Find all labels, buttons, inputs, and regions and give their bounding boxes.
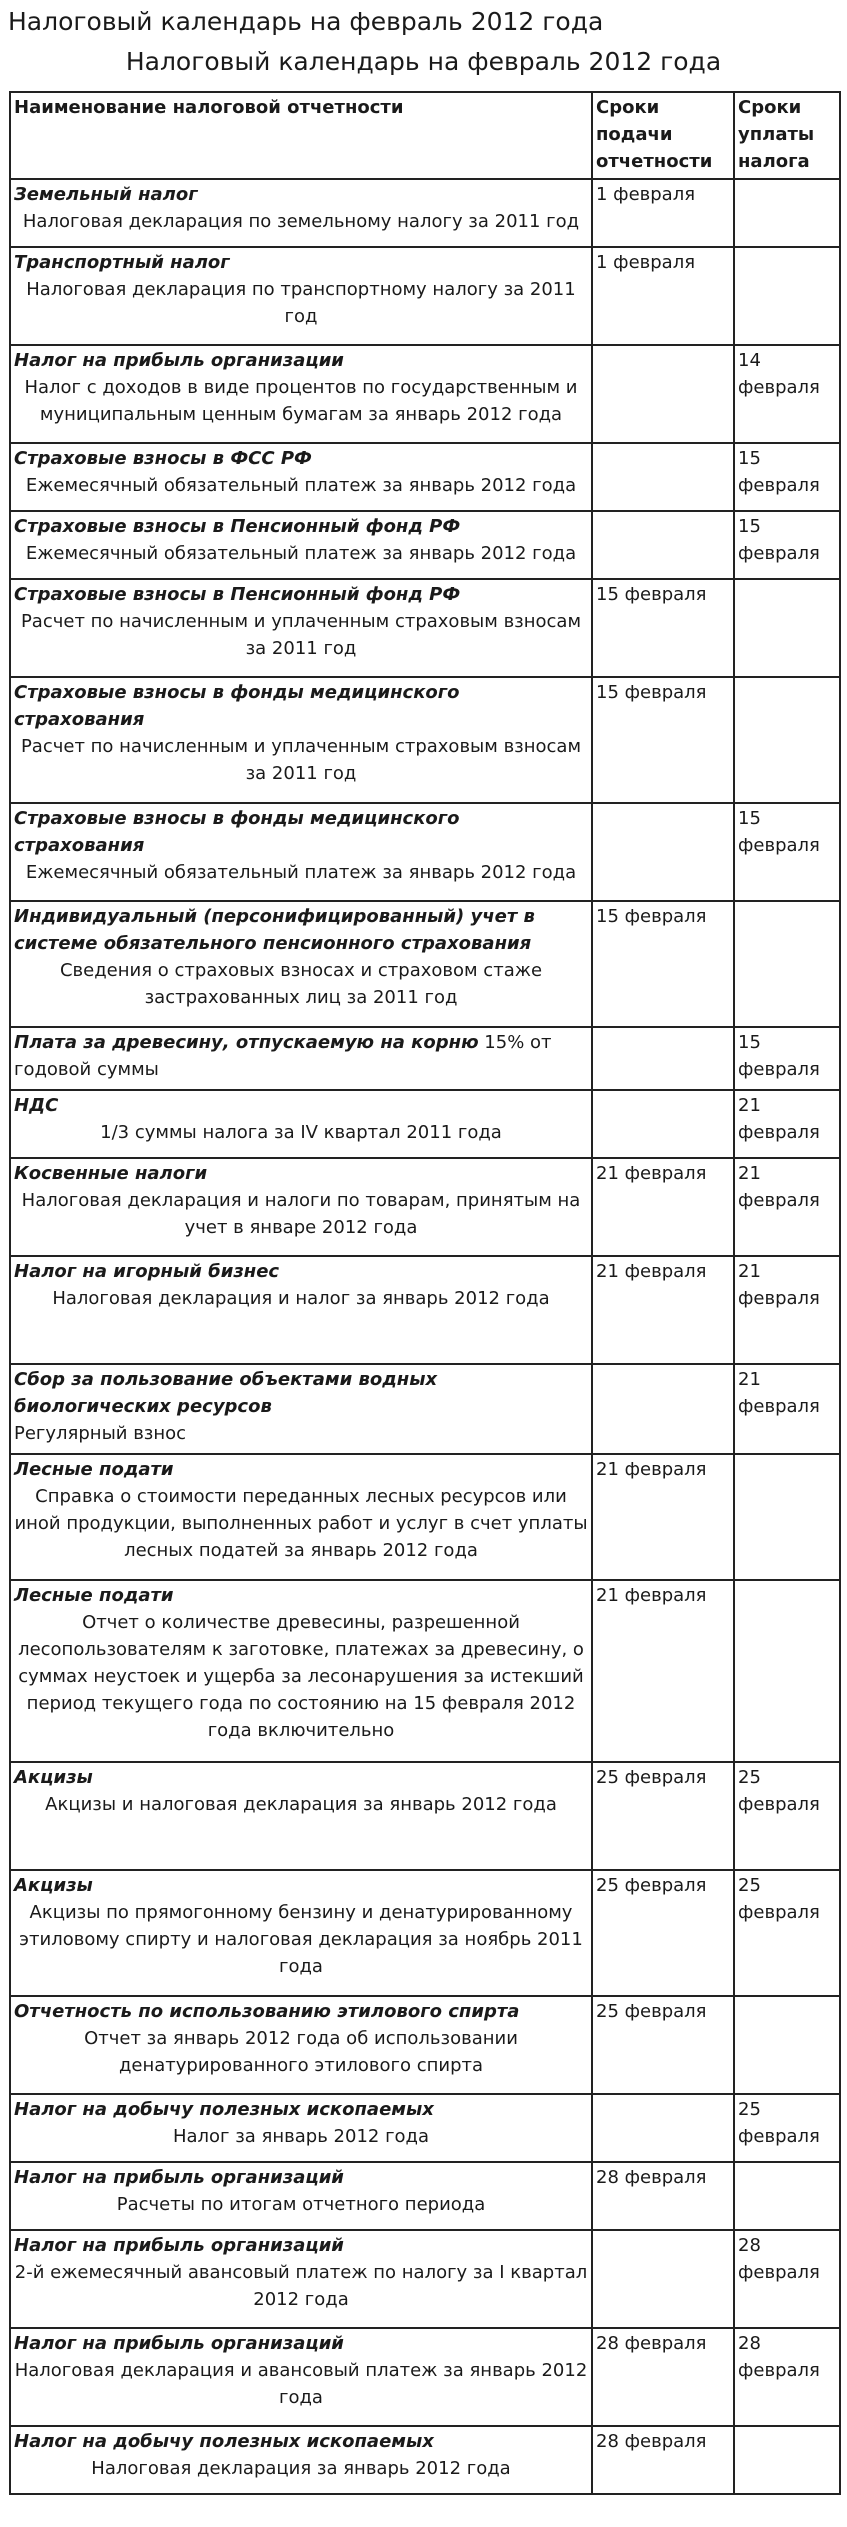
tax-item-cell: [10, 2328, 592, 2426]
tax-description: Налог за январь 2012 года: [172, 2126, 430, 2147]
payment-deadline: 14 февраля: [734, 345, 840, 443]
tax-name: Акцизы: [14, 1767, 93, 1788]
tax-description: Акцизы и налоговая декларация за январь 2012 года: [45, 1794, 557, 1815]
tax-name: Косвенные налоги: [14, 1163, 208, 1184]
table-row: [10, 1158, 840, 1256]
tax-name: Налог на добычу полезных ископаемых: [14, 2431, 434, 2452]
tax-name: Лесные подати: [14, 1585, 174, 1606]
submission-deadline: [592, 2230, 734, 2328]
tax-item-cell: [10, 901, 592, 1027]
payment-deadline: 28 февраля: [734, 2328, 840, 2426]
payment-deadline: 15 февраля: [734, 1027, 840, 1090]
payment-deadline: 15 февраля: [734, 803, 840, 901]
tax-item-cell: [10, 2426, 592, 2494]
payment-deadline: [734, 1454, 840, 1580]
tax-description: Налоговая декларация по транспортному налогу за 2011 год: [26, 279, 576, 327]
tax-name: Налог на добычу полезных ископаемых: [14, 2099, 434, 2120]
tax-item-cell: [10, 803, 592, 901]
submission-deadline: [592, 1364, 734, 1454]
payment-deadline: 25 февраля: [734, 1870, 840, 1996]
table-row: [10, 2328, 840, 2426]
table-row: [10, 579, 840, 677]
submission-deadline: [592, 803, 734, 901]
submission-deadline: 28 февраля: [592, 2328, 734, 2426]
tax-description: 1/3 суммы налога за IV квартал 2011 года: [100, 1122, 502, 1143]
payment-deadline: 15 февраля: [734, 511, 840, 579]
tax-name: Отчетность по использованию этилового спирта: [14, 2001, 520, 2022]
table-row: [10, 247, 840, 345]
tax-description: Справка о стоимости переданных лесных ресурсов или иной продукции, выполненных работ и услуг в счет уплаты лесных податей за январь 2012 года: [14, 1486, 588, 1561]
submission-deadline: 25 февраля: [592, 1870, 734, 1996]
table-body: [10, 179, 840, 2494]
tax-item-cell: [10, 1364, 592, 1454]
submission-deadline: [592, 443, 734, 511]
tax-item-cell: [10, 677, 592, 803]
submission-deadline: 21 февраля: [592, 1256, 734, 1364]
tax-name: Налог на игорный бизнес: [14, 1261, 280, 1282]
tax-description: Сведения о страховых взносах и страховом стаже застрахованных лиц за 2011 год: [59, 960, 543, 1008]
submission-deadline: 28 февраля: [592, 2426, 734, 2494]
tax-name: Плата за древесину, отпускаемую на корню: [14, 1032, 479, 1053]
tax-calendar-table: [9, 91, 841, 2495]
tax-description: Регулярный взнос: [14, 1423, 187, 1444]
table-row: [10, 1762, 840, 1870]
table-row: [10, 2426, 840, 2494]
tax-description: 15% от годовой суммы: [14, 1032, 552, 1080]
table-row: [10, 179, 840, 247]
tax-name: Сбор за пользование объектами водных биологических ресурсов: [14, 1369, 438, 1417]
submission-deadline: 21 февраля: [592, 1580, 734, 1762]
tax-description: Налоговая декларация и авансовый платеж за январь 2012 года: [14, 2360, 588, 2408]
tax-item-cell: [10, 579, 592, 677]
submission-deadline: 25 февраля: [592, 1762, 734, 1870]
tax-name: Налог на прибыль организации: [14, 350, 344, 371]
table-row: [10, 2094, 840, 2162]
tax-name: Страховые взносы в фонды медицинского страхования: [14, 682, 460, 730]
tax-item-cell: [10, 1090, 592, 1158]
tax-item-cell: [10, 2230, 592, 2328]
table-row: [10, 1454, 840, 1580]
tax-name: Страховые взносы в ФСС РФ: [14, 448, 312, 469]
header-submission: Сроки подачи отчетности: [592, 92, 734, 179]
payment-deadline: [734, 247, 840, 345]
tax-description: Отчет за январь 2012 года об использовании денатурированного этилового спирта: [84, 2028, 518, 2076]
tax-name: Страховые взносы в Пенсионный фонд РФ: [14, 584, 461, 605]
tax-item-cell: [10, 1762, 592, 1870]
document-title: Налоговый календарь на февраль 2012 года: [125, 47, 722, 76]
payment-deadline: [734, 2426, 840, 2494]
tax-description: Налоговая декларация и налог за январь 2012 года: [52, 1288, 550, 1309]
payment-deadline: 21 февраля: [734, 1364, 840, 1454]
tax-description: Налог с доходов в виде процентов по государственным и муниципальным ценным бумагам за январь 2012 года: [24, 377, 578, 425]
tax-description: Ежемесячный обязательный платеж за январь 2012 года: [25, 543, 577, 564]
submission-deadline: 21 февраля: [592, 1454, 734, 1580]
table-row: [10, 345, 840, 443]
page-heading: Налоговый календарь на февраль 2012 года: [8, 7, 604, 36]
tax-description: Акцизы по прямогонному бензину и денатурированному этиловому спирту и налоговая декларация за ноябрь 2011 года: [19, 1902, 583, 1977]
tax-description: Ежемесячный обязательный платеж за январь 2012 года: [25, 862, 577, 883]
submission-deadline: 28 февраля: [592, 2162, 734, 2230]
payment-deadline: [734, 579, 840, 677]
payment-deadline: [734, 901, 840, 1027]
table-row: [10, 443, 840, 511]
tax-name: Налог на прибыль организаций: [14, 2333, 344, 2354]
payment-deadline: [734, 2162, 840, 2230]
submission-deadline: 21 февраля: [592, 1158, 734, 1256]
table-row: [10, 1870, 840, 1996]
tax-item-cell: [10, 2162, 592, 2230]
table-header-row: [10, 92, 840, 179]
tax-description: Налоговая декларация и налоги по товарам, принятым на учет в январе 2012 года: [21, 1190, 581, 1238]
tax-item-cell: [10, 345, 592, 443]
tax-item-cell: [10, 2094, 592, 2162]
tax-item-cell: [10, 1027, 592, 1090]
tax-item-cell: [10, 443, 592, 511]
payment-deadline: 25 февраля: [734, 1762, 840, 1870]
payment-deadline: [734, 1996, 840, 2094]
tax-item-cell: [10, 1454, 592, 1580]
tax-description: 2-й ежемесячный авансовый платеж по налогу за I квартал 2012 года: [14, 2262, 588, 2310]
tax-item-cell: [10, 247, 592, 345]
submission-deadline: 15 февраля: [592, 579, 734, 677]
tax-name: Налог на прибыль организаций: [14, 2167, 344, 2188]
submission-deadline: [592, 345, 734, 443]
tax-item-cell: [10, 1870, 592, 1996]
payment-deadline: 21 февраля: [734, 1090, 840, 1158]
payment-deadline: [734, 677, 840, 803]
payment-deadline: 28 февраля: [734, 2230, 840, 2328]
table-row: [10, 511, 840, 579]
header-name: Наименование налоговой отчетности: [10, 92, 592, 179]
tax-name: Транспортный налог: [14, 252, 230, 273]
payment-deadline: [734, 1580, 840, 1762]
table-row: [10, 1256, 840, 1364]
table-row: [10, 1364, 840, 1454]
tax-item-cell: [10, 179, 592, 247]
table-row: [10, 1090, 840, 1158]
payment-deadline: 15 февраля: [734, 443, 840, 511]
tax-name: Земельный налог: [14, 184, 198, 205]
payment-deadline: [734, 179, 840, 247]
tax-description: Налоговая декларация за январь 2012 года: [91, 2458, 511, 2479]
tax-description: Отчет о количестве древесины, разрешенной лесопользователям к заготовке, платежах за древесину, о суммах неустоек и ущерба за лесонарушения за истекший период текущего года по состоянию на 15 февраля 2012 года включительно: [18, 1612, 584, 1741]
tax-name: Страховые взносы в Пенсионный фонд РФ: [14, 516, 461, 537]
table-row: [10, 1580, 840, 1762]
submission-deadline: [592, 1090, 734, 1158]
tax-name: НДС: [14, 1095, 59, 1116]
table-row: [10, 2162, 840, 2230]
tax-item-line: [14, 1029, 588, 1083]
tax-description: Ежемесячный обязательный платеж за январь 2012 года: [25, 475, 577, 496]
tax-item-cell: [10, 1580, 592, 1762]
table-row: [10, 803, 840, 901]
payment-deadline: 25 февраля: [734, 2094, 840, 2162]
submission-deadline: [592, 1027, 734, 1090]
submission-deadline: 25 февраля: [592, 1996, 734, 2094]
tax-description: Расчеты по итогам отчетного периода: [116, 2194, 486, 2215]
submission-deadline: 1 февраля: [592, 247, 734, 345]
table-row: [10, 1027, 840, 1090]
tax-name: Лесные подати: [14, 1459, 174, 1480]
submission-deadline: 1 февраля: [592, 179, 734, 247]
tax-name: Налог на прибыль организаций: [14, 2235, 344, 2256]
tax-name: Страховые взносы в фонды медицинского страхования: [14, 808, 460, 856]
submission-deadline: 15 февраля: [592, 901, 734, 1027]
header-payment: Сроки уплаты налога: [734, 92, 840, 179]
submission-deadline: [592, 511, 734, 579]
table-row: [10, 1996, 840, 2094]
tax-description: Расчет по начисленным и уплаченным страховым взносам за 2011 год: [20, 736, 582, 784]
tax-name: Акцизы: [14, 1875, 93, 1896]
submission-deadline: 15 февраля: [592, 677, 734, 803]
tax-item-cell: [10, 511, 592, 579]
tax-item-cell: [10, 1256, 592, 1364]
payment-deadline: 21 февраля: [734, 1158, 840, 1256]
payment-deadline: 21 февраля: [734, 1256, 840, 1364]
table-row: [10, 2230, 840, 2328]
tax-description: Налоговая декларация по земельному налогу за 2011 год: [22, 211, 580, 232]
tax-item-cell: [10, 1158, 592, 1256]
submission-deadline: [592, 2094, 734, 2162]
tax-description: Расчет по начисленным и уплаченным страховым взносам за 2011 год: [20, 611, 582, 659]
tax-item-cell: [10, 1996, 592, 2094]
table-row: [10, 901, 840, 1027]
table-row: [10, 677, 840, 803]
tax-name: Индивидуальный (персонифицированный) учет в системе обязательного пенсионного страхования: [14, 906, 535, 954]
